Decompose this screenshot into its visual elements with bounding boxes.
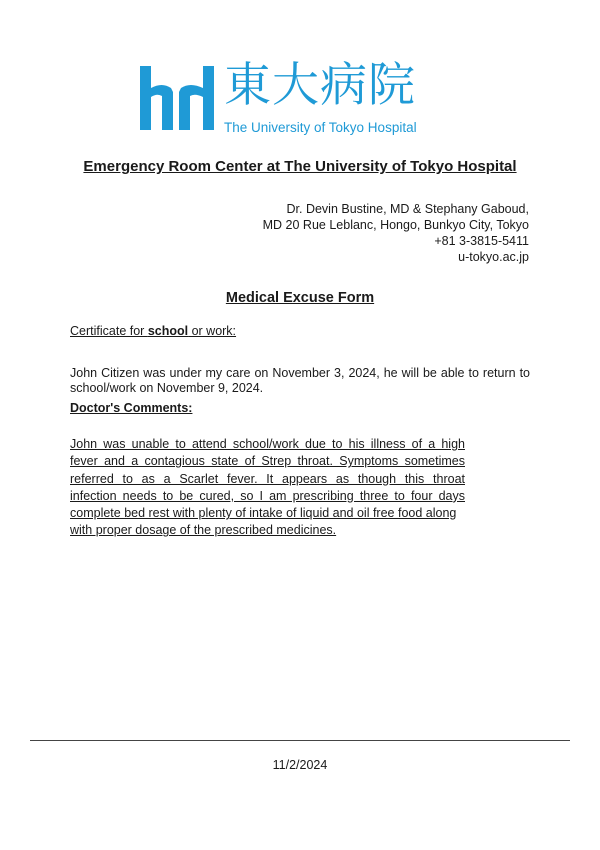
hospital-logo (140, 58, 480, 142)
certificate-prefix: Certificate for (70, 324, 148, 338)
care-statement: John Citizen was under my care on November 3, 2024, he will be able to return to school/work on November 9, 2024. (70, 366, 530, 395)
comment-line: with proper dosage of the prescribed medicines. (70, 523, 337, 538)
comment-line: complete bed rest with plenty of intake of liquid and oil free food along (70, 506, 457, 521)
comment-line: fever and a contagious state of Strep throat. Symptoms sometimes (70, 454, 465, 469)
comment-line: John was unable to attend school/work due to his illness of a high (70, 437, 465, 451)
signature-divider (30, 740, 570, 741)
logo-japanese-text: 東大病院 (224, 58, 416, 113)
certificate-suffix: or work: (188, 324, 237, 338)
comments-heading: Doctor's Comments: (70, 401, 193, 415)
address-line-doctors: Dr. Devin Bustine, MD & Stephany Gaboud, (286, 202, 529, 216)
comment-line: referred to as a Scarlet fever. It appears as though this throat (70, 471, 465, 486)
hd-logo-mark (140, 66, 216, 130)
address-line-street: MD 20 Rue Leblanc, Hongo, Bunkyo City, Tokyo (262, 218, 529, 232)
doctor-address-block (263, 201, 529, 265)
address-line-phone: +81 3-3815-5411 (434, 234, 529, 248)
certificate-school: school (147, 324, 189, 338)
certificate-line (70, 324, 236, 338)
comment-line: infection needs to be cured, so I am prescribing three to four days (70, 488, 465, 503)
logo-english-text: The University of Tokyo Hospital (224, 120, 417, 135)
doctor-comments (70, 436, 465, 540)
form-title: Medical Excuse Form (225, 290, 375, 306)
address-line-website: u-tokyo.ac.jp (458, 250, 529, 264)
form-date: 11/2/2024 (272, 758, 328, 772)
center-title: Emergency Room Center at The University of Tokyo Hospital (83, 158, 517, 175)
